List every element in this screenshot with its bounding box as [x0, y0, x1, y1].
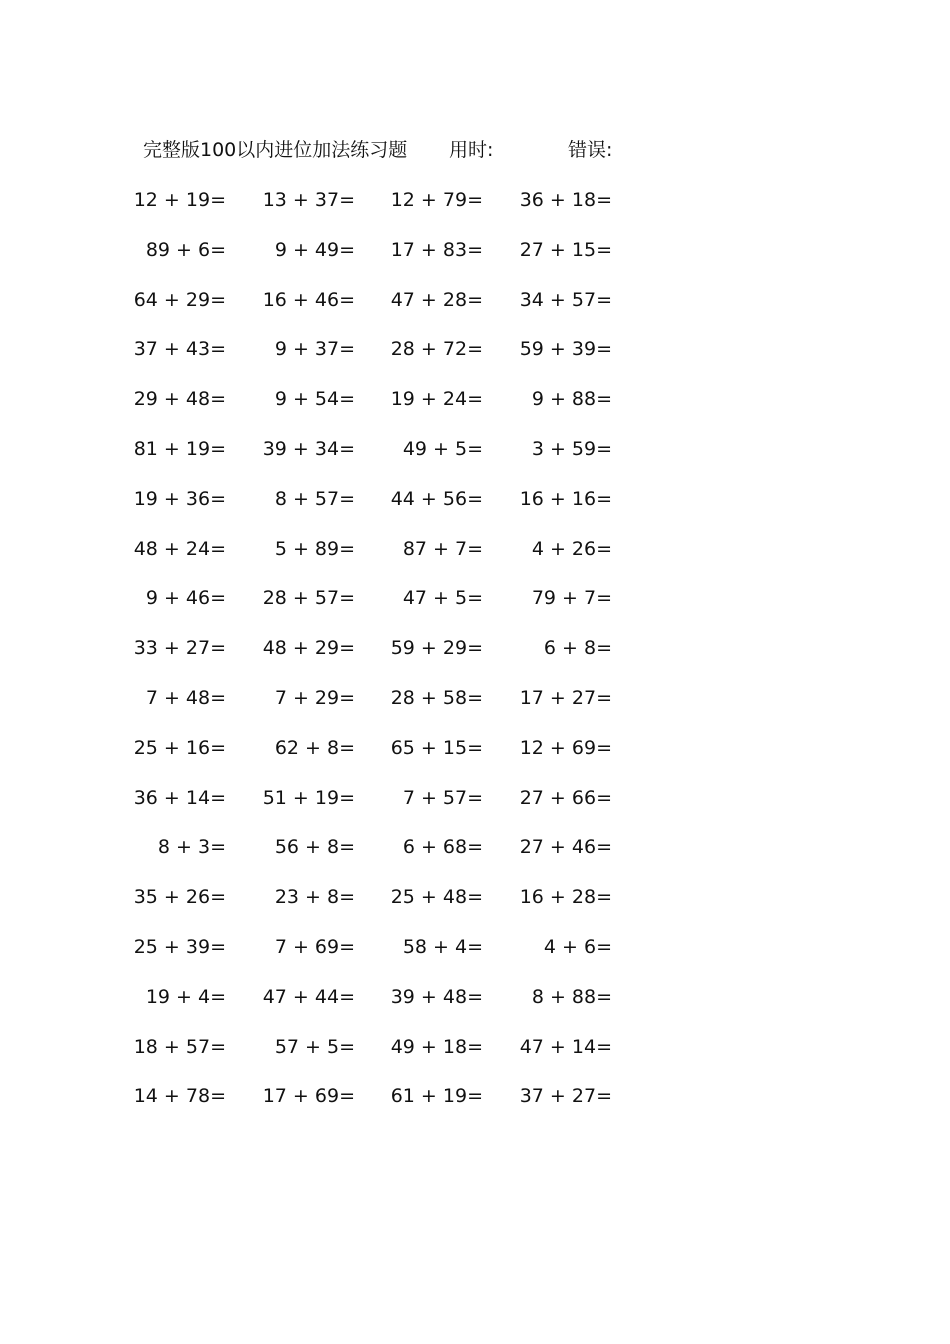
- addition-problem: 65 + 15=: [390, 736, 483, 759]
- addition-problem: 59 + 29=: [390, 637, 483, 660]
- addition-problem: 4 + 6=: [543, 935, 612, 958]
- addition-problem: 49 + 18=: [390, 1035, 483, 1058]
- problem-row: [0, 335, 950, 385]
- addition-problem: 39 + 48=: [390, 985, 483, 1008]
- addition-problem: 19 + 24=: [390, 388, 483, 411]
- addition-problem: 57 + 5=: [274, 1035, 355, 1058]
- addition-problem: 39 + 34=: [262, 437, 355, 460]
- addition-problem: 7 + 29=: [274, 686, 355, 709]
- addition-problem: 12 + 79=: [390, 189, 483, 211]
- addition-problem: 33 + 27=: [133, 637, 226, 660]
- addition-problem: 18 + 57=: [133, 1035, 226, 1058]
- addition-problem: 9 + 54=: [274, 388, 355, 411]
- addition-problem: 64 + 29=: [133, 288, 226, 311]
- addition-problem: 25 + 39=: [133, 935, 226, 958]
- addition-problem: 16 + 16=: [519, 487, 612, 510]
- problem-row: [0, 584, 950, 634]
- addition-problem: 9 + 46=: [145, 587, 226, 610]
- addition-problem: 51 + 19=: [262, 786, 355, 809]
- addition-problem: 27 + 15=: [519, 238, 612, 261]
- addition-problem: 28 + 58=: [390, 686, 483, 709]
- addition-problem: 48 + 29=: [262, 637, 355, 660]
- addition-problem: 47 + 14=: [519, 1035, 612, 1058]
- addition-problem: 17 + 69=: [262, 1085, 355, 1108]
- problem-row: [0, 186, 950, 236]
- addition-problem: 6 + 8=: [543, 637, 612, 660]
- addition-problem: 9 + 88=: [531, 388, 612, 411]
- addition-problem: 47 + 44=: [262, 985, 355, 1008]
- addition-problem: 19 + 4=: [145, 985, 226, 1008]
- addition-problem: 36 + 18=: [519, 189, 612, 211]
- problem-row: [0, 784, 950, 834]
- addition-problem: 19 + 36=: [133, 487, 226, 510]
- addition-problem: 49 + 5=: [402, 437, 483, 460]
- addition-problem: 3 + 59=: [531, 437, 612, 460]
- addition-problem: 17 + 27=: [519, 686, 612, 709]
- time-used-label: 用时:: [449, 139, 494, 161]
- addition-problem: 7 + 48=: [145, 686, 226, 709]
- addition-problem: 29 + 48=: [133, 388, 226, 411]
- problem-grid: [0, 186, 950, 1132]
- addition-problem: 7 + 57=: [402, 786, 483, 809]
- addition-problem: 27 + 66=: [519, 786, 612, 809]
- addition-problem: 8 + 57=: [274, 487, 355, 510]
- addition-problem: 56 + 8=: [274, 836, 355, 859]
- problem-row: [0, 236, 950, 286]
- addition-problem: 36 + 14=: [133, 786, 226, 809]
- addition-problem: 13 + 37=: [262, 189, 355, 211]
- problem-row: [0, 485, 950, 535]
- addition-problem: 48 + 24=: [133, 537, 226, 560]
- addition-problem: 7 + 69=: [274, 935, 355, 958]
- problem-row: [0, 435, 950, 485]
- addition-problem: 47 + 28=: [390, 288, 483, 311]
- problem-row: [0, 1033, 950, 1083]
- addition-problem: 34 + 57=: [519, 288, 612, 311]
- addition-problem: 23 + 8=: [274, 886, 355, 909]
- addition-problem: 59 + 39=: [519, 338, 612, 361]
- problem-row: [0, 734, 950, 784]
- addition-problem: 81 + 19=: [133, 437, 226, 460]
- addition-problem: 12 + 69=: [519, 736, 612, 759]
- addition-problem: 28 + 57=: [262, 587, 355, 610]
- addition-problem: 37 + 27=: [519, 1085, 612, 1108]
- problem-row: [0, 933, 950, 983]
- addition-problem: 6 + 68=: [402, 836, 483, 859]
- addition-problem: 16 + 46=: [262, 288, 355, 311]
- addition-problem: 8 + 88=: [531, 985, 612, 1008]
- addition-problem: 58 + 4=: [402, 935, 483, 958]
- problem-row: [0, 684, 950, 734]
- addition-problem: 12 + 19=: [133, 189, 226, 211]
- addition-problem: 47 + 5=: [402, 587, 483, 610]
- problem-row: [0, 535, 950, 585]
- problem-row: [0, 983, 950, 1033]
- error-count-label: 错误:: [568, 139, 613, 161]
- problem-row: [0, 634, 950, 684]
- addition-problem: 25 + 16=: [133, 736, 226, 759]
- addition-problem: 17 + 83=: [390, 238, 483, 261]
- addition-problem: 8 + 3=: [157, 836, 226, 859]
- addition-problem: 28 + 72=: [390, 338, 483, 361]
- problem-row: [0, 833, 950, 883]
- problem-row: [0, 385, 950, 435]
- addition-problem: 44 + 56=: [390, 487, 483, 510]
- addition-problem: 9 + 49=: [274, 238, 355, 261]
- problem-row: [0, 1082, 950, 1132]
- addition-problem: 87 + 7=: [402, 537, 483, 560]
- problem-row: [0, 286, 950, 336]
- addition-problem: 89 + 6=: [145, 238, 226, 261]
- addition-problem: 14 + 78=: [133, 1085, 226, 1108]
- worksheet-title: 完整版100以内进位加法练习题: [143, 139, 408, 161]
- addition-problem: 35 + 26=: [133, 886, 226, 909]
- addition-problem: 5 + 89=: [274, 537, 355, 560]
- addition-problem: 62 + 8=: [274, 736, 355, 759]
- addition-problem: 16 + 28=: [519, 886, 612, 909]
- addition-problem: 27 + 46=: [519, 836, 612, 859]
- problem-row: [0, 883, 950, 933]
- addition-problem: 4 + 26=: [531, 537, 612, 560]
- addition-problem: 9 + 37=: [274, 338, 355, 361]
- addition-problem: 61 + 19=: [390, 1085, 483, 1108]
- addition-problem: 37 + 43=: [133, 338, 226, 361]
- addition-problem: 79 + 7=: [531, 587, 612, 610]
- addition-problem: 25 + 48=: [390, 886, 483, 909]
